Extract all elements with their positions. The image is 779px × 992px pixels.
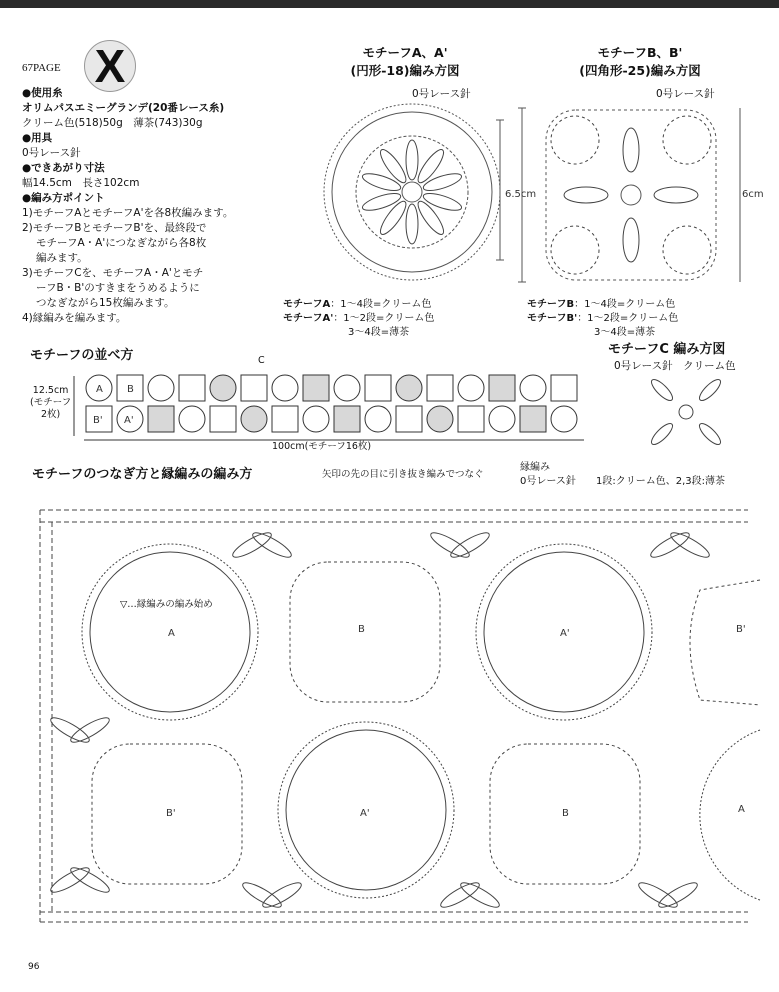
height-sub2: 2枚)	[40, 409, 61, 420]
strip-square	[396, 406, 422, 432]
motif-a-petal	[422, 170, 464, 194]
size-value: 幅14.5cm 長さ102cm	[22, 177, 140, 189]
motif-b-petal	[623, 218, 639, 262]
yarn-heading: ●使用糸	[22, 87, 63, 99]
strip-circle	[489, 406, 515, 432]
legend-b2-value: ：1～2段=クリーム色	[577, 313, 679, 324]
strip-square	[148, 406, 174, 432]
strip-square	[272, 406, 298, 432]
joining-motif-label: A	[738, 804, 745, 815]
tools-value: 0号レース針	[22, 147, 81, 159]
strip-label-top: A	[96, 384, 103, 395]
arrangement-strip	[86, 375, 577, 432]
motif-b-corner-loop	[663, 116, 711, 164]
strip-square	[334, 406, 360, 432]
leaf-shape	[648, 529, 692, 561]
joining-motif-label: B	[562, 808, 569, 819]
leaf-shape	[448, 529, 492, 561]
motif-a-petal	[377, 198, 410, 237]
point-line: 3)モチーフCを、モチーフA・A'とモチ	[22, 267, 204, 279]
strip-square	[458, 406, 484, 432]
motif-a-title-line1: モチーフA、A'	[362, 45, 448, 60]
yarn-name: オリムパスエミーグランデ(20番レース糸)	[22, 102, 225, 114]
motif-b-corner-loop	[551, 116, 599, 164]
motif-b-petal	[564, 187, 608, 203]
motif-a-petal	[406, 204, 418, 244]
motif-a-petal	[361, 190, 403, 214]
strip-circle	[210, 375, 236, 401]
leaf-shape	[668, 529, 712, 561]
pattern-letter-badge: X	[84, 40, 136, 92]
leaf-shape	[656, 879, 700, 911]
leaf-shape	[636, 879, 680, 911]
joining-heading: モチーフのつなぎ方と縁編みの編み方	[32, 467, 253, 482]
strip-square	[551, 375, 577, 401]
leaf-shape	[48, 864, 92, 896]
point-line: 2)モチーフBとモチーフB'を、最終段で	[22, 222, 207, 234]
motif-a-size: 6.5cm	[505, 189, 537, 200]
motif-b-petal	[623, 128, 639, 172]
joining-arrow-note: 矢印の先の目に引き抜き編みでつなぐ	[322, 469, 484, 480]
strip-circle	[458, 375, 484, 401]
arrangement-c-label: C	[258, 355, 265, 366]
edge-label: 縁編み	[520, 462, 550, 473]
strip-circle	[396, 375, 422, 401]
motif-b-title-line1: モチーフB、B'	[597, 45, 683, 60]
strip-circle	[148, 375, 174, 401]
leaf-shape	[68, 864, 112, 896]
motif-c-needle: 0号レース針 クリーム色	[614, 360, 736, 372]
motif-a-diagram	[324, 104, 504, 280]
motif-b-corner-loop	[551, 226, 599, 274]
strip-square	[179, 375, 205, 401]
motif-a-petal	[361, 170, 403, 194]
joining-motif-label: B	[358, 624, 365, 635]
edge-needle: 0号レース針	[520, 476, 576, 487]
arrangement-heading: モチーフの並べ方	[30, 348, 134, 363]
point-line: つなぎながら15枚編みます。	[36, 297, 175, 309]
strip-circle	[551, 406, 577, 432]
joining-motif-label: B'	[166, 808, 176, 819]
joining-diagram	[40, 510, 760, 922]
motif-c-title: モチーフC 編み方図	[608, 342, 726, 357]
legend-b2-value2: 3～4段=薄茶	[594, 327, 656, 338]
leaf-shape	[240, 879, 284, 911]
legend-a2-value: ：1～2段=クリーム色	[333, 313, 435, 324]
height-label: 12.5cm	[32, 385, 69, 396]
leaf-shape	[438, 879, 482, 911]
point-line: 編みます。	[36, 252, 88, 264]
strip-label-bottom: A'	[124, 415, 134, 426]
leaf-shape	[230, 529, 274, 561]
height-sub1: (モチーフ	[30, 397, 72, 408]
motif-a-petal	[414, 146, 447, 185]
joining-motif-label: B'	[736, 624, 746, 635]
points-heading: ●編み方ポイント	[22, 192, 105, 204]
joining-motif-label: A	[168, 628, 175, 639]
strip-circle	[520, 375, 546, 401]
edge-colors: 1段:クリーム色、2,3段:薄茶	[596, 476, 726, 487]
point-line: 4)縁編みを編みます。	[22, 312, 127, 324]
strip-square	[303, 375, 329, 401]
strip-circle	[272, 375, 298, 401]
motif-a-needle: 0号レース針	[412, 88, 471, 100]
strip-square	[365, 375, 391, 401]
motif-b-title-line2: (四角形-25)編み方図	[579, 63, 701, 78]
legend-b2-label: モチーフB'	[527, 313, 578, 324]
leaf-shape	[458, 879, 502, 911]
point-line: ーフB・B'のすきまをうめるように	[36, 282, 200, 294]
legend-a2-value2: 3～4段=薄茶	[348, 327, 410, 338]
page-number: 96	[28, 962, 40, 972]
size-heading: ●できあがり寸法	[22, 162, 105, 174]
leaf-shape	[68, 714, 112, 746]
joining-motif-label: A'	[560, 628, 570, 639]
legend-a-label: モチーフA	[283, 299, 331, 310]
strip-circle	[303, 406, 329, 432]
strip-square	[427, 375, 453, 401]
strip-circle	[365, 406, 391, 432]
strip-square	[241, 375, 267, 401]
motif-a-petal	[377, 146, 410, 185]
page-reference: 67PAGE	[22, 62, 61, 74]
point-line: 1)モチーフAとモチーフA'を各8枚編みます。	[22, 207, 234, 219]
leaf-shape	[250, 529, 294, 561]
motif-a-petal	[422, 190, 464, 214]
arrangement-width: 100cm(モチーフ16枚)	[272, 441, 372, 452]
yarn-colors: クリーム色(518)50g 薄茶(743)30g	[22, 117, 203, 129]
motif-b-corner-loop	[663, 226, 711, 274]
motif-a-petal	[406, 140, 418, 180]
motif-a-title-line2: (円形-18)編み方図	[350, 63, 460, 78]
strip-square	[489, 375, 515, 401]
strip-circle	[334, 375, 360, 401]
strip-label-bottom: B'	[93, 415, 103, 426]
motif-c-diagram	[649, 377, 724, 448]
motif-b-needle: 0号レース針	[656, 88, 715, 100]
leaf-shape	[48, 714, 92, 746]
strip-circle	[241, 406, 267, 432]
strip-label-top: B	[127, 384, 134, 395]
point-line: モチーフA・A'につなぎながら各8枚	[36, 237, 207, 249]
strip-circle	[427, 406, 453, 432]
motif-b-petal	[654, 187, 698, 203]
leaf-shape	[428, 529, 472, 561]
legend-b-value: ：1～4段=クリーム色	[574, 299, 676, 310]
strip-square	[520, 406, 546, 432]
leaf-shape	[260, 879, 304, 911]
legend-a2-label: モチーフA'	[283, 313, 334, 324]
joining-motif-label: A'	[360, 808, 370, 819]
legend-a-value: ：1～4段=クリーム色	[330, 299, 432, 310]
motif-b-diagram	[518, 108, 740, 282]
motif-b-size: 6cm	[742, 189, 764, 200]
strip-square	[210, 406, 236, 432]
edge-start-note: ▽…縁編みの編み始め	[120, 599, 213, 610]
legend-b-label: モチーフB	[527, 299, 575, 310]
strip-circle	[179, 406, 205, 432]
tools-heading: ●用具	[22, 132, 53, 144]
motif-a-petal	[414, 198, 447, 237]
